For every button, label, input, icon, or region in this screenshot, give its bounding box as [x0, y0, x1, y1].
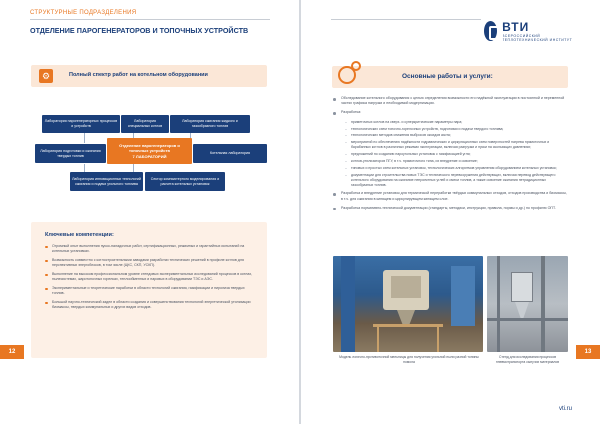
- work-item: Разработка нормативно-технической документации (стандарты, методики, инструкции, правила, нормы и др.) по профилю ОПТ.: [333, 206, 568, 211]
- sub-item: – технологических схем топочно-горелочных устройств, подготовки и подачи твердого топлива;: [345, 127, 568, 132]
- competency-item: Большой научно-технический задел в области создания и совершенствования технологий энергетической утилизации биомассы, твердых коммунальных и других видов отходов.: [45, 300, 257, 310]
- competency-item: Огромный опыт выполнения пуско-наладочных работ, сертификационных, режимных и гарантийных испытаний на котельных установках.: [45, 244, 257, 254]
- work-item: Обследование котельного оборудования с целью определения возможности его надёжной эксплуатации в постоянной и переменной частях графика нагрузки и необходимой модернизации.: [333, 96, 568, 106]
- org-box-lab-1: Лаборатория парогенераторных процессов и устройств: [42, 115, 120, 133]
- mill-model-photo: [333, 256, 483, 352]
- photo-caption-right: Стенд для исследования процессов пневмотранспорта сыпучих материалов: [495, 355, 560, 364]
- competency-item: Возможность совместно с котлостроительными заводами разработки технических решений в профиле котлов для перспективных энергоблоков, в том числе (ЦКС, СКП, УСКП).: [45, 258, 257, 268]
- competencies-title: Ключевые компетенции:: [45, 232, 114, 238]
- left-page: [0, 0, 299, 424]
- top-rule: [30, 19, 270, 20]
- org-box-lab-5: Котельная лаборатория: [193, 144, 267, 163]
- works-title: Основные работы и услуги:: [402, 73, 493, 80]
- page-number-left: 12: [0, 345, 24, 359]
- work-item: Разработка и внедрение установок для термической переработки твёрдых коммунальных отходов, отходов производства и биомассы, в т.ч. для сжигания в кипящем и циркулирующем кипящем слое.: [333, 191, 568, 201]
- gear-small-icon: [351, 61, 361, 71]
- top-rule-right: [331, 19, 481, 20]
- vti-logo: [484, 19, 574, 43]
- vti-logo-mark-icon: [484, 21, 497, 41]
- boiler-icon: ⚙: [39, 69, 53, 83]
- photo-caption-left: Модель логично-противоточной мельницы для получения угольной пыли разной тонины помола: [339, 355, 479, 364]
- spectrum-band: [31, 65, 267, 87]
- org-box-sector: Сектор компьютерного моделирования и расчета котельных установок: [145, 172, 225, 191]
- competency-item: Выполнение на высоком профессиональном уровне стендовых экспериментальных исследований процессов в котлах, пылесистемах, жаротопочных горелках, теплообменных и паровых в оборудовании ТЭС и АЭС.: [45, 272, 257, 282]
- section-label: СТРУКТУРНЫЕ ПОДРАЗДЕЛЕНИЯ: [30, 10, 137, 16]
- sub-item: – технологических методов снижения выбросов оксидов азота;: [345, 133, 568, 138]
- sub-item: – типовых и простых схем котельных установок, технологических алгоритмов управления оборудованием котельных установок;: [345, 166, 568, 171]
- right-page: [301, 0, 600, 424]
- org-box-lab-4: Лаборатория подготовки и сжигания твердых топлив: [35, 144, 106, 163]
- development-sublist: [333, 120, 568, 188]
- org-box-lab-3: Лаборатория сжигания жидкого и газообразного топлив: [170, 115, 250, 133]
- site-url[interactable]: vti.ru: [558, 406, 572, 412]
- competency-item: Экспериментальные и теоретические наработки в области технологий сжигания, газификации и пиролиза твердых топлив.: [45, 286, 257, 296]
- sub-item: – предложений по созданию пароугольных установок с газификацией угля;: [345, 152, 568, 157]
- sub-item: – приметочных котлов на сверх- и суперкритические параметры пара;: [345, 120, 568, 125]
- sub-item: – документации для строительства новых ТЭС и технического перевооружения действующих, включая перевод действующего котельного оборудования на сжигание непроектных углей и смеси топлив, а также освоение сжигания нетрадиционных газообразных топлив.: [345, 173, 568, 188]
- sub-item: – котлов-утилизаторов ПГУ, в т.ч. прямоточного типа, их внедрение и освоение;: [345, 159, 568, 164]
- works-list: [333, 96, 568, 215]
- competencies-list: [45, 244, 257, 314]
- org-box-lab-6: Лаборатория инновационных технологий сжигания и подачи угольного топлива: [70, 172, 143, 191]
- pneumo-stand-photo: [487, 256, 568, 352]
- page-number-right: 13: [576, 345, 600, 359]
- page-title: ОТДЕЛЕНИЕ ПАРОГЕНЕРАТОРОВ И ТОПОЧНЫХ УСТРОЙСТВ: [30, 26, 249, 35]
- logo-text: ВТИ ВСЕРОССИЙСКИЙ ТЕПЛОТЕХНИЧЕСКИЙ ИНСТИТУТ: [502, 20, 573, 42]
- competencies-panel: [31, 222, 267, 358]
- org-center: Отделение парогенераторов и топочных устройств 7 ЛАБОРАТОРИЙ: [107, 138, 192, 164]
- work-item: Разработка:: [333, 110, 568, 115]
- org-box-lab-2: Лаборатория специальных котлов: [121, 115, 169, 133]
- spectrum-title: Полный спектр работ на котельном оборудовании: [69, 72, 208, 78]
- sub-item: – мероприятий по обеспечению надёжности гидравлических и циркуляционных схем поверхностей нагрева прямоточных и барабанных котлов в различных режимах эксплуатации, включая разгрузки и пуски на скользящих давлениях;: [345, 140, 568, 150]
- works-band: [332, 66, 568, 88]
